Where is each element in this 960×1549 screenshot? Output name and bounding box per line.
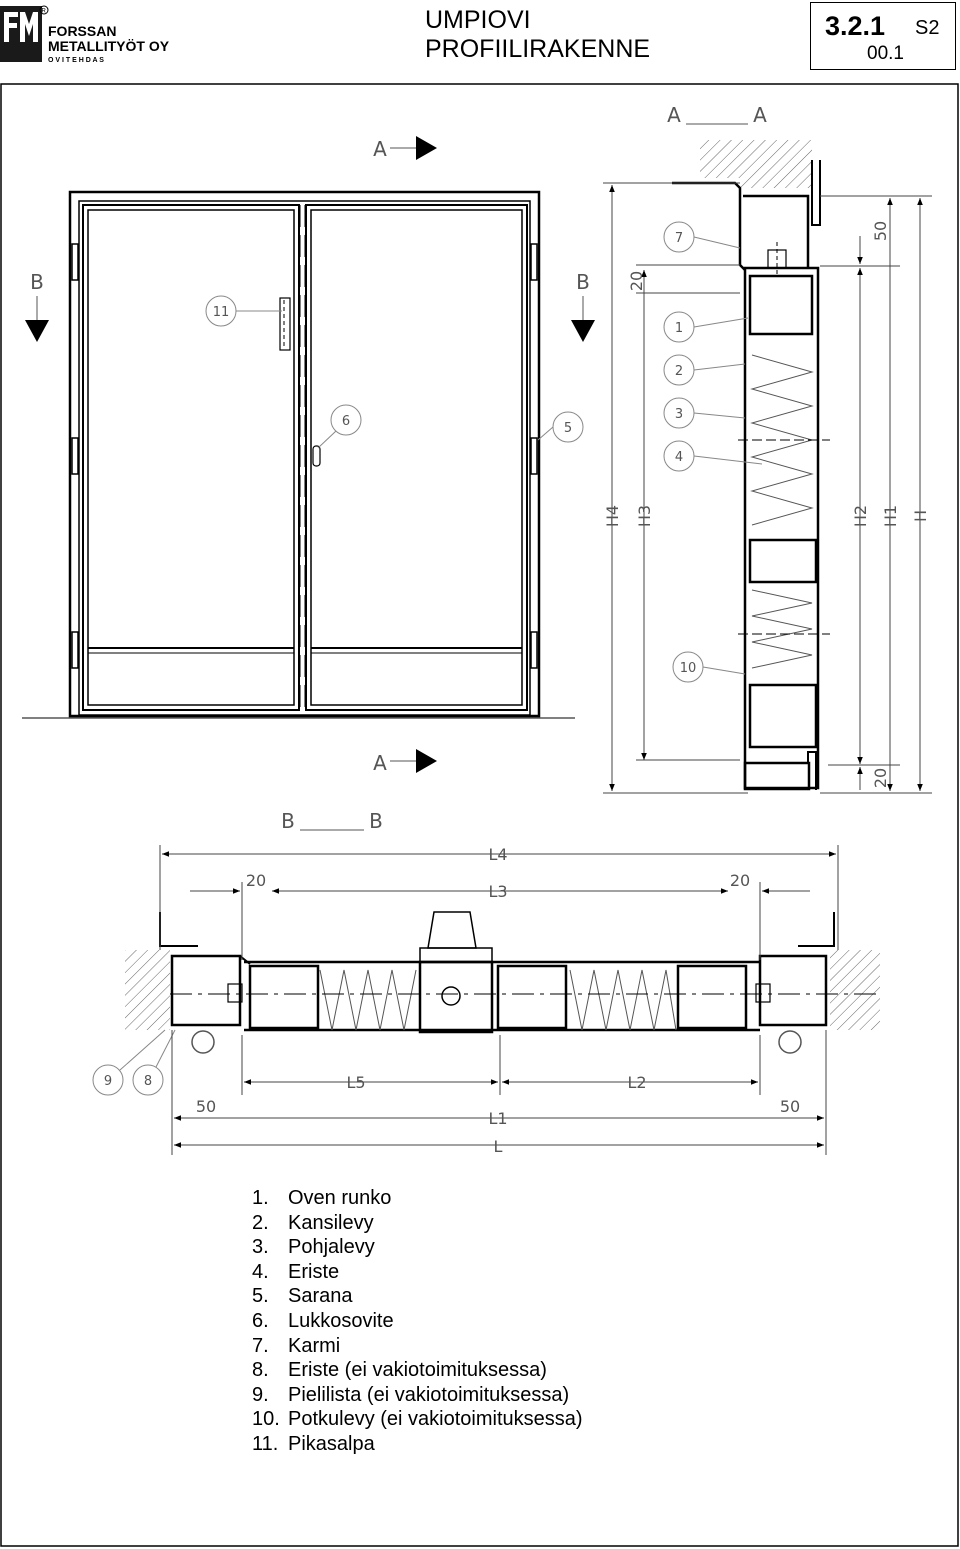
legend-item <box>252 1358 583 1383</box>
svg-text:H1: H1 <box>881 504 900 528</box>
legend-number: 3. <box>252 1236 269 1259</box>
svg-text:2: 2 <box>674 364 684 379</box>
legend-text: Sarana <box>288 1285 353 1308</box>
document-version: 00.1 <box>867 43 904 64</box>
svg-text:A: A <box>373 137 387 161</box>
svg-text:H2: H2 <box>851 504 870 528</box>
svg-text:B: B <box>30 270 44 294</box>
legend-item <box>252 1186 583 1211</box>
legend-item <box>252 1211 583 1236</box>
svg-text:10: 10 <box>679 661 697 676</box>
section-marker-b-left <box>25 270 49 342</box>
section-marker-a-bottom <box>373 749 437 775</box>
svg-text:11: 11 <box>212 305 230 320</box>
legend-item <box>252 1235 583 1260</box>
callout-1 <box>664 312 748 342</box>
svg-text:20: 20 <box>871 767 890 789</box>
legend-number: 6. <box>252 1309 269 1332</box>
svg-text:H3: H3 <box>635 504 654 528</box>
svg-text:A: A <box>667 103 681 127</box>
svg-text:50: 50 <box>779 1097 801 1116</box>
svg-text:L5: L5 <box>346 1073 366 1092</box>
svg-text:20: 20 <box>245 871 267 890</box>
svg-text:L2: L2 <box>627 1073 647 1092</box>
section-marker-b-right <box>571 270 595 342</box>
legend-text: Karmi <box>288 1334 341 1357</box>
legend-text: Oven runko <box>288 1187 392 1209</box>
company-name-line3: O V I T E H D A S <box>48 57 104 64</box>
legend-item <box>252 1383 583 1408</box>
sheet-id: S2 <box>915 17 940 39</box>
svg-text:1: 1 <box>674 321 684 336</box>
legend-text: Potkulevy (ei vakiotoimituksessa) <box>288 1408 583 1431</box>
svg-text:B: B <box>281 809 295 833</box>
legend-number: 7. <box>252 1334 269 1357</box>
legend-number: 11. <box>252 1432 279 1455</box>
callout-3 <box>664 398 745 428</box>
legend-number: 10. <box>252 1408 280 1431</box>
legend-item <box>252 1407 583 1432</box>
company-name-line1: FORSSAN <box>48 23 117 39</box>
svg-text:R: R <box>41 8 46 15</box>
callout-4 <box>664 441 762 471</box>
dimension-labels-aa <box>603 221 930 788</box>
svg-text:A: A <box>373 751 387 775</box>
legend-number: 5. <box>252 1285 269 1308</box>
document-number: 3.2.1 <box>825 11 886 41</box>
svg-text:7: 7 <box>674 231 684 246</box>
svg-text:B: B <box>576 270 590 294</box>
dimensions-aa <box>603 183 932 793</box>
legend-item <box>252 1284 583 1309</box>
svg-text:20: 20 <box>627 270 646 292</box>
svg-text:3: 3 <box>674 407 684 422</box>
section-bb-title <box>281 809 383 833</box>
svg-text:4: 4 <box>674 450 684 465</box>
legend-number: 8. <box>252 1359 269 1382</box>
callout-6 <box>318 405 361 448</box>
callout-7 <box>664 222 740 252</box>
legend-number: 1. <box>252 1187 269 1209</box>
section-marker-a-top <box>373 136 437 161</box>
callout-5 <box>538 412 583 442</box>
legend-text: Eriste <box>288 1260 340 1283</box>
parts-legend <box>252 1186 583 1457</box>
legend-item <box>252 1334 583 1359</box>
svg-text:L3: L3 <box>488 882 508 901</box>
svg-text:H: H <box>911 509 930 523</box>
legend-item <box>252 1309 583 1334</box>
svg-text:5: 5 <box>563 421 573 436</box>
title-line2: PROFIILIRAKENNE <box>425 35 651 63</box>
svg-text:B: B <box>369 809 383 833</box>
callout-2 <box>664 355 745 385</box>
legend-text: Pohjalevy <box>288 1236 375 1259</box>
legend-number: 4. <box>252 1260 269 1283</box>
legend-text: Eriste (ei vakiotoimituksessa) <box>288 1359 547 1382</box>
section-aa-title <box>667 103 767 127</box>
section-bb-drawing <box>125 912 880 1053</box>
svg-text:L: L <box>493 1137 503 1156</box>
legend-text: Pielilista (ei vakiotoimituksessa) <box>288 1383 570 1406</box>
svg-text:9: 9 <box>103 1074 113 1089</box>
legend-text: Kansilevy <box>288 1211 374 1234</box>
svg-text:H4: H4 <box>603 504 622 528</box>
callout-11 <box>206 296 282 326</box>
title-line1: UMPIOVI <box>425 6 531 34</box>
legend-item <box>252 1260 583 1285</box>
svg-text:6: 6 <box>341 414 351 429</box>
svg-text:50: 50 <box>195 1097 217 1116</box>
company-name-line2: METALLITYÖT OY <box>48 38 170 54</box>
legend-item <box>252 1432 583 1457</box>
legend-number: 9. <box>252 1383 269 1406</box>
door-elevation <box>22 192 575 718</box>
svg-text:L1: L1 <box>488 1109 508 1128</box>
callout-10 <box>673 652 745 682</box>
svg-text:20: 20 <box>729 871 751 890</box>
svg-text:50: 50 <box>871 220 890 242</box>
svg-text:L4: L4 <box>488 845 508 864</box>
legend-text: Pikasalpa <box>288 1432 375 1455</box>
legend-number: 2. <box>252 1211 269 1234</box>
svg-text:8: 8 <box>143 1074 153 1089</box>
legend-text: Lukkosovite <box>288 1309 394 1332</box>
svg-text:A: A <box>753 103 767 127</box>
